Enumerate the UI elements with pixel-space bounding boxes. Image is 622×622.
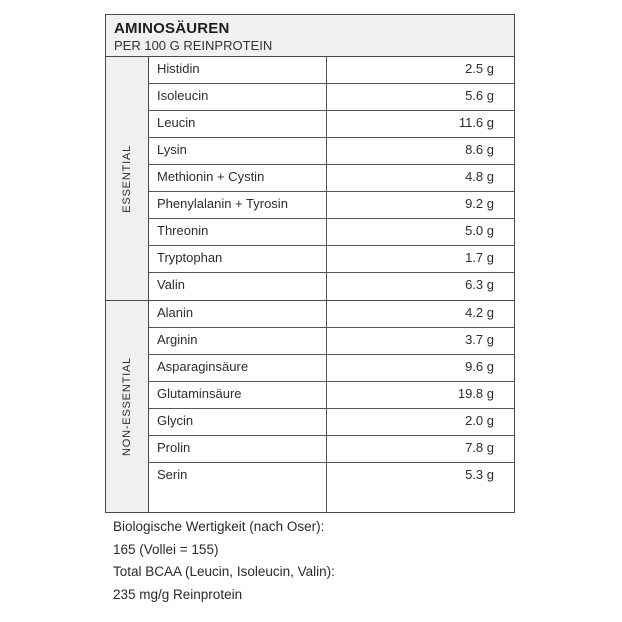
section-label: NON-ESSENTIAL (121, 356, 133, 457)
amino-value: 9.2 g (465, 196, 494, 211)
section-essential (106, 57, 514, 300)
amino-value: 11.6 g (458, 115, 494, 130)
table-row (149, 111, 514, 138)
table-row (149, 409, 514, 436)
table-row (149, 219, 514, 246)
amino-name: Glutaminsäure (149, 382, 327, 408)
amino-name: Glycin (149, 409, 327, 435)
footer-line-bcaa-label: Total BCAA (Leucin, Isoleucin, Valin): (113, 564, 335, 579)
table-row (149, 246, 514, 273)
table-row (149, 84, 514, 111)
amino-name: Serin (149, 463, 327, 512)
amino-name: Arginin (149, 328, 327, 354)
table-row (149, 328, 514, 355)
amino-name: Threonin (149, 219, 327, 245)
amino-value: 2.5 g (465, 61, 494, 76)
amino-value: 7.8 g (465, 440, 494, 455)
amino-value: 5.6 g (465, 88, 494, 103)
amino-value: 2.0 g (465, 413, 494, 428)
amino-name: Isoleucin (149, 84, 327, 110)
amino-value: 5.0 g (465, 223, 494, 238)
amino-name: Valin (149, 273, 327, 300)
amino-name: Tryptophan (149, 246, 327, 272)
table-row (149, 165, 514, 192)
amino-value: 6.3 g (465, 277, 494, 292)
amino-name: Alanin (149, 301, 327, 327)
table-row (149, 273, 514, 300)
amino-name: Prolin (149, 436, 327, 462)
table-row (149, 355, 514, 382)
page-subtitle: PER 100 G REINPROTEIN (114, 38, 273, 53)
table-row (149, 301, 514, 328)
section-rows (149, 57, 514, 300)
section-label-cell (106, 57, 149, 300)
table-header (105, 14, 515, 56)
page-title: AMINOSÄUREN (114, 20, 230, 37)
amino-name: Leucin (149, 111, 327, 137)
amino-table (105, 56, 515, 513)
amino-value: 8.6 g (465, 142, 494, 157)
table-row (149, 436, 514, 463)
amino-value: 4.8 g (465, 169, 494, 184)
amino-value: 19.8 g (457, 386, 494, 401)
table-row (149, 57, 514, 84)
amino-value: 1.7 g (465, 250, 494, 265)
section-rows (149, 301, 514, 512)
section-non-essential (106, 300, 514, 512)
footer-line-bcaa-value: 235 mg/g Reinprotein (113, 586, 243, 602)
amino-name: Histidin (149, 57, 327, 83)
amino-name: Lysin (149, 138, 327, 164)
footer-notes (113, 516, 335, 606)
footer-line-biological-value: 165 (Vollei = 155) (113, 541, 219, 557)
footer-line-biological-value-label: Biologische Wertigkeit (nach Oser): (113, 519, 325, 534)
amino-value: 4.2 g (465, 305, 494, 320)
amino-name: Asparaginsäure (149, 355, 327, 381)
table-row (149, 382, 514, 409)
table-row (149, 463, 514, 512)
amino-name: Phenylalanin + Tyrosin (149, 192, 327, 218)
section-label-cell (106, 301, 149, 512)
table-row (149, 138, 514, 165)
table-row (149, 192, 514, 219)
amino-value: 5.3 g (465, 467, 494, 482)
amino-name: Methionin + Cystin (149, 165, 327, 191)
section-label: ESSENTIAL (121, 144, 133, 213)
amino-value: 9.6 g (465, 359, 494, 374)
amino-value: 3.7 g (465, 332, 494, 347)
